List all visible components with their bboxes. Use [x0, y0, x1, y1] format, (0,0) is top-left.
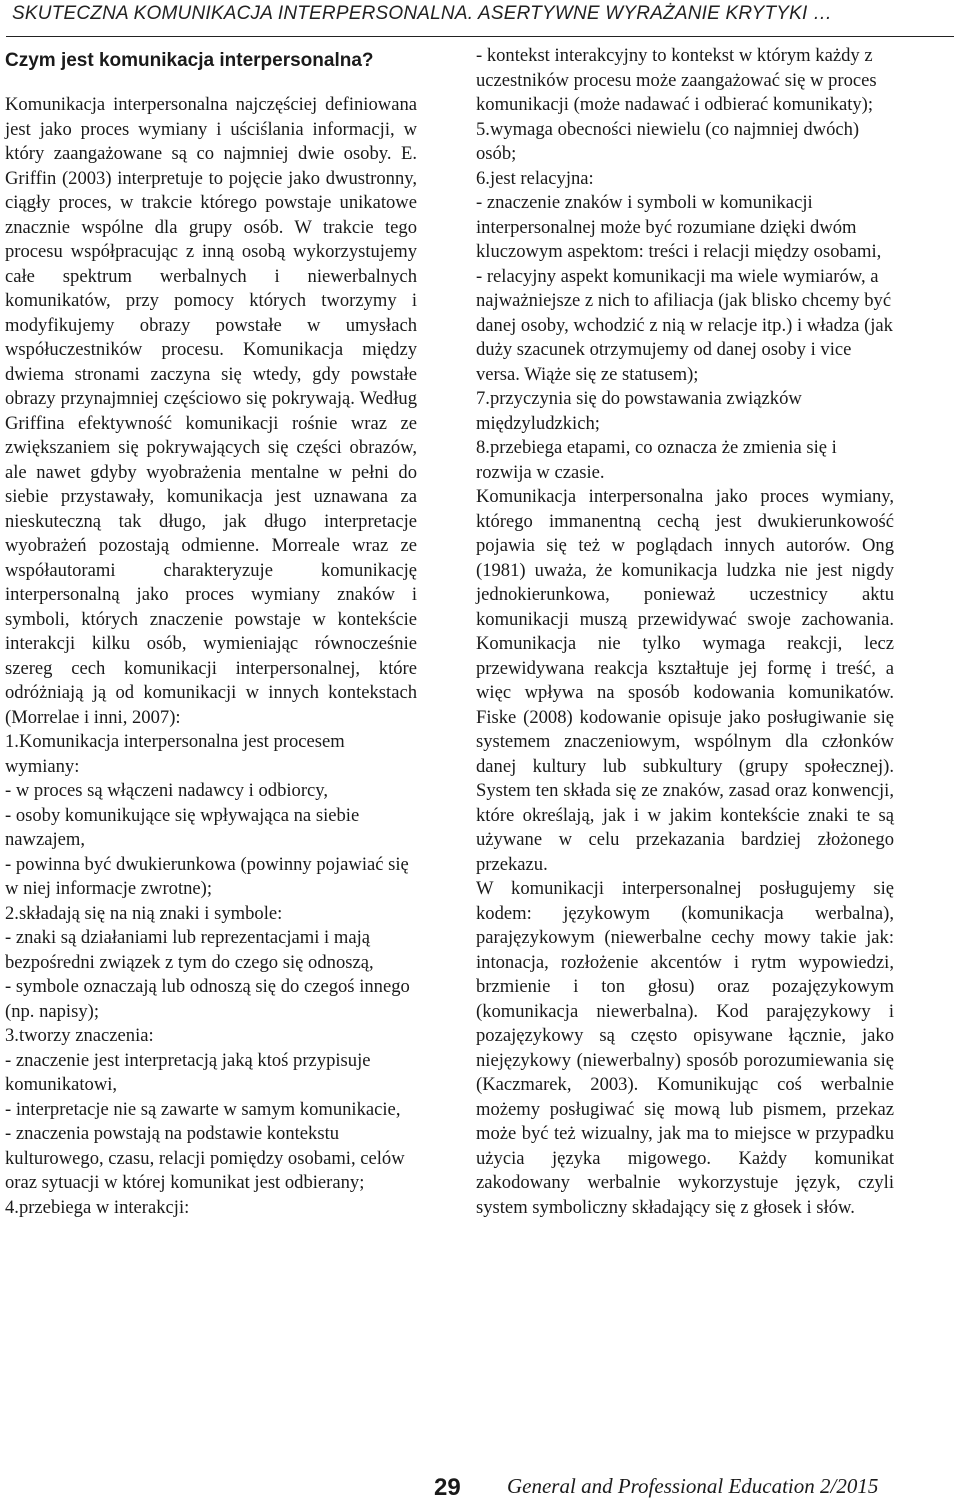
list-line: 6.jest relacyjna: [476, 167, 594, 189]
list-line: - interpretacje nie są zawarte w samym komunikacie, [5, 1098, 401, 1120]
body-paragraph: Komunikacja interpersonalna najczęściej definiowana jest jako proces wymiany i uściślania informacji, w który zaangażowane są co najmniej dwie osoby. E. Griffin (2003) interpretuje to pojęcie jako dwustronny, ciągły proces, w trakcie którego powstaje unikatowe znacznie wspólne dla grupy osób. W trakcie tego procesu współpracując z inną osobą wykorzystujemy całe spektrum werbalnych i niewerbalnych komunikatów, przy pomocy których tworzymy i modyfikujemy obrazy powstałe w umysłach współuczestników procesu. Komunikacja między dwiema stronami zaczyna się wtedy, gdy powstałe obrazy przynajmniej częściowo się pokrywają. Według Griffina efektywność komunikacji rośnie wraz ze zwiększaniem się pokrywających się części obrazów, ale nawet gdyby wyobrażenia mentalne w pełni do siebie przystawały, komunikacja jest uznawana za nieskuteczną tak długo, jak długo interpretacje wyobrażeń pozostają odmienne. Morreale wraz ze współautorami charakteryzuje komunikację interpersonalną jako proces wymiany znaków i symboli, których znaczenie powstaje w kontekście interakcji kilku osób, wymieniając równocześnie szereg cech komunikacji interpersonalnej, które odróżniają ją od komunikacji w innych kontekstach (Morrelae i inni, 2007): [5, 94, 417, 728]
list-line: 1.Komunikacja interpersonalna jest procesem wymiany: [5, 731, 345, 777]
list-line: - symbole oznaczają lub odnoszą się do czegoś innego (np. napisy); [5, 976, 410, 1022]
list-line: - znaczenia powstają na podstawie kontekstu kulturowego, czasu, relacji pomiędzy osobami, celów oraz sytuacji w której komunikat jest odbierany; [5, 1123, 405, 1193]
list-line: 5.wymaga obecności niewielu (co najmniej dwóch) osób; [476, 118, 860, 164]
list-line: 7.przyczynia się do powstawania związków międzyludzkich; [476, 388, 802, 434]
list-line: - osoby komunikujące się wpływająca na siebie nawzajem, [5, 804, 360, 850]
list-line: - relacyjny aspekt komunikacji ma wiele wymiarów, a najważniejsze z nich to afiliacja (jak blisko chcemy być danej osoby, wchodzić z nią w relacje itp.) i władza (jak duży szacunek otrzymujemy od danej osoby i vice versa. Wiąże się ze statusem); [476, 265, 893, 385]
list-line: 8.przebiega etapami, co oznacza że zmienia się i rozwija w czasie. [476, 437, 837, 483]
page-number: 29 [434, 1474, 461, 1501]
body-paragraph: Komunikacja interpersonalna jako proces wymiany, którego immanentną cechą jest dwukierunkowość pojawia się też w poglądach innych autorów. Ong (1981) uważa, że komunikacja ludzka nie jest nigdy jednokierunkowa, ponieważ uczestnicy aktu komunikacji muszą przewidywać swoje zachowania. Komunikacja nie tylko wymaga reakcji, lecz przewidywana reakcja kształtuje jej formę i treść, a więc wpływa na sposób kodowania komunikatów. Fiske (2008) kodowanie opisuje jako posługiwanie się systemem znaczeniowym, wspólnym dla członków danej kultury lub subkultury (grupy społecznej). System ten składa się ze znaków, zasad oraz konwencji, które określają, jak i w jakim kontekście znaki te są używane w celu przekazania bardziej złożonego przekazu. [476, 486, 894, 875]
journal-name: General and Professional Education 2/2015 [507, 1474, 879, 1498]
page-footer [0, 1470, 960, 1502]
section-title: Czym jest komunikacja interpersonalna? [5, 50, 374, 71]
list-line: - kontekst interakcyjny to kontekst w którym każdy z uczestników procesu może zaangażować się w proces komunikacji (może nadawać i odbierać komunikaty); [476, 45, 877, 115]
list-line: - w proces są włączeni nadawcy i odbiorcy, [5, 780, 329, 801]
list-line: 2.składają się na nią znaki i symbole: [5, 902, 283, 924]
list-line: 4.przebiega w interakcji: [5, 1196, 190, 1218]
right-column [476, 44, 894, 1220]
running-header [6, 0, 954, 37]
list-line: - znaczenie jest interpretacją jaką ktoś przypisuje komunikatowi, [5, 1049, 371, 1095]
list-line: - znaki są działaniami lub reprezentacjami i mają bezpośredni związek z tym do czego się odnoszą, [5, 927, 374, 973]
body-paragraph: W komunikacji interpersonalnej posługujemy się kodem: językowym (komunikacja werbalna), parajęzykowym (niewerbalne cechy mowy takie jak: intonacja, rozłożenie akcentów i rytm wypowiedzi, brzmienie i ton głosu) oraz pozajęzykowym (komunikacja niewerbalna). Kod parajęzykowy i pozajęzykowy są często opisywane łącznie, jako niejęzykowy (niewerbalny) sposób porozumiewania się (Kaczmarek, 2003). Komunikując coś werbalnie możemy posługiwać się mową lub pismem, przekaz może być też wizualny, jak ma to miejsce w przypadku użycia języka migowego. Każdy komunikat zakodowany werbalnie wykorzystuje język, czyli system symboliczny składający się z głosek i słów. [476, 878, 894, 1218]
list-line: - znaczenie znaków i symboli w komunikacji interpersonalnej może być rozumiane dzięki dwóm kluczowym aspektom: treści i relacji między osobami, [476, 192, 882, 262]
list-line: 3.tworzy znaczenia: [5, 1025, 154, 1046]
left-column [5, 44, 417, 1220]
list-line: - powinna być dwukierunkowa (powinny pojawiać się w niej informacje zwrotne); [5, 853, 409, 899]
running-title: SKUTECZNA KOMUNIKACJA INTERPERSONALNA. ASERTYWNE WYRAŻANIE KRYTYKI … [12, 3, 833, 24]
